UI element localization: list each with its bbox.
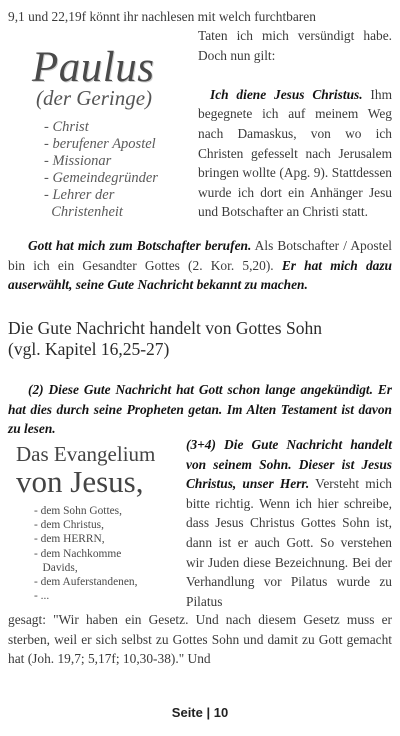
list-item: - Lehrer der [44, 187, 115, 203]
evangelium-list [34, 504, 186, 603]
list-item: Christenheit [44, 204, 123, 220]
evangelium-title: Das Evangelium [16, 442, 156, 466]
botschafter-paragraph [8, 236, 392, 295]
right-column-paragraph-2 [186, 435, 392, 611]
list-item: - dem Christus, [34, 519, 104, 532]
list-item: - dem Auferstandenen, [34, 576, 138, 589]
heading-line: (vgl. Kapitel 16,25-27) [8, 339, 170, 359]
paulus-infobox [32, 46, 190, 221]
evangelium-infobox [16, 442, 186, 603]
emphasis-text: Gott hat mich zum Botschafter berufen. [28, 238, 252, 253]
paragraph-text: Taten ich mich versündigt habe. Doch nun gilt: [198, 28, 392, 63]
paulus-title: Paulus [32, 44, 155, 91]
list-item: - dem Nachkomme [34, 547, 122, 560]
list-item: - Christ [44, 119, 89, 135]
page-number: Seite | 10 [171, 705, 229, 720]
bottom-paragraph: gesagt: "Wir haben ein Gesetz. Und nach diesem Gesetz muss er sterben, weil er sich selbst zu Gottes Sohn und damit zu Gott gemacht hat (Joh. 19,7; 5,17f; 10,30-38)." Und [8, 612, 392, 667]
right-column-paragraph-1 [198, 26, 392, 222]
list-item: Davids, [34, 561, 78, 574]
list-item: - berufener Apostel [44, 136, 156, 152]
heading-line: Die Gute Nachricht handelt von Gottes Sohn [8, 318, 322, 338]
paragraph-text: Als Botschafter / Apostel bin ich ein Gesandter Gottes (2. Kor. 5,20). [8, 238, 392, 273]
intro-line: 9,1 und 22,19f könnt ihr nachlesen mit welch furchtbaren [8, 9, 316, 24]
paulus-subtitle: (der Geringe) [36, 86, 153, 110]
emphasis-text: Ich diene Jesus Christus. [210, 86, 363, 102]
emphasis-text: (3+4) Die Gute Nachricht handelt von seinem Sohn. Dieser ist Jesus Christus, unser Herr. [186, 437, 392, 492]
list-item: - dem HERRN, [34, 533, 105, 546]
paulus-role-list [44, 119, 190, 221]
section-heading [8, 318, 392, 360]
emphasis-text: Er hat mich dazu auserwählt, seine Gute Nachricht bekannt zu machen. [8, 257, 393, 293]
paragraph-text: Ihm begegnete ich auf meinem Weg nach Damaskus, von wo ich Christen gefesselt nach Jerusalem bringen wollte (Apg. 9). Stattdessen wurde ich dort ein Anhänger Jesu und Botschafter an Christi statt. [198, 86, 392, 220]
list-item: - ... [34, 590, 50, 603]
paragraph-text: Versteht mich bitte richtig. Wenn ich hier schreibe, dass Jesus Christus Gottes Sohn ist, dann ist er auch Gott. So verstehen wir Juden diese Bezeichnung. Bei der Verhandlung vor Pilatus wurde zu Pilatus [186, 476, 393, 609]
list-item: - Missionar [44, 153, 112, 169]
evangelium-title-large: von Jesus, [16, 464, 144, 499]
list-item: - Gemeindegründer [44, 170, 158, 186]
evangelium-paragraph: (2) Diese Gute Nachricht hat Gott schon lange angekündigt. Er hat dies durch seine Propheten getan. Im Alten Testament ist davon zu lesen. [8, 382, 392, 437]
list-item: - dem Sohn Gottes, [34, 505, 122, 517]
